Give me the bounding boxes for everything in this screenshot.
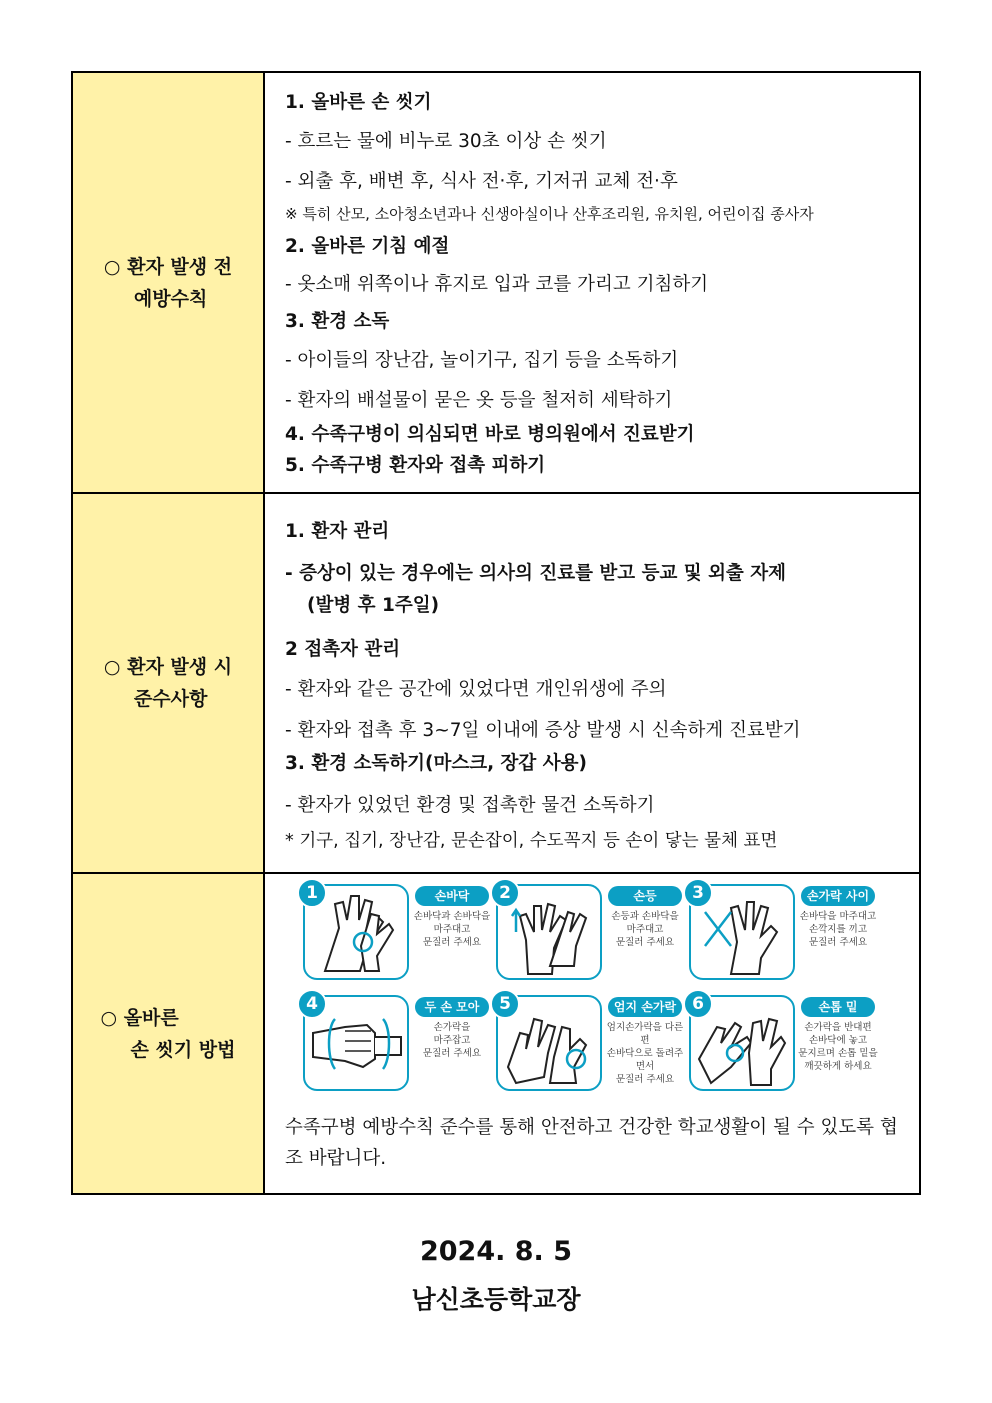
handwash-steps [303, 874, 911, 1090]
text-line: - 증상이 있는 경우에는 의사의 진료를 받고 등교 및 외출 자제 [285, 562, 786, 584]
step-desc: 손등과 손바닥을 마주대고 문질러 주세요 [611, 911, 679, 948]
step-number: 4 [297, 989, 327, 1019]
step-title: 손등 [608, 886, 682, 906]
text-line: - 환자와 접촉 후 3~7일 이내에 증상 발생 시 신속하게 진료받기 [285, 719, 801, 741]
step-desc: 손바닥과 손바닥을 마주대고 문질러 주세요 [413, 911, 491, 948]
step-desc: 손가락을 반대편 손바닥에 놓고 문지르며 손톱 밑을 깨끗하게 하세요 [798, 1022, 878, 1072]
step-number: 3 [683, 878, 713, 908]
handwash-step-1 [303, 884, 493, 979]
closing-message: 수족구병 예방수칙 준수를 통해 안전하고 건강한 학교생활이 될 수 있도록 협조 바랍니다. [285, 1117, 898, 1169]
label-during-line2: 준수사항 [133, 688, 208, 710]
handwash-step-2 [496, 884, 686, 979]
content-handwash [264, 873, 920, 1194]
step-title: 두 손 모아 [415, 997, 489, 1017]
content-during [264, 493, 920, 873]
text-line: * 기구, 집기, 장난감, 문손잡이, 수도꼭지 등 손이 닿는 물체 표면 [285, 830, 778, 851]
label-during-line1: ○ 환자 발생 시 [103, 656, 233, 678]
row-handwash [72, 873, 920, 1194]
label-before-line1: ○ 환자 발생 전 [103, 255, 233, 278]
label-handwash-line1: ○ 올바른 [100, 1006, 179, 1029]
guidance-table [71, 71, 921, 1195]
handwash-step-5 [496, 995, 686, 1090]
text-line: 5. 수족구병 환자와 접촉 피하기 [285, 454, 546, 476]
text-line: 1. 환자 관리 [285, 520, 390, 542]
handwash-step-6 [689, 995, 879, 1090]
text-line: 2. 올바른 기침 예절 [285, 235, 450, 257]
text-line: - 아이들의 장난감, 놀이기구, 집기 등을 소독하기 [285, 349, 679, 371]
text-line: - 환자가 있었던 환경 및 접촉한 물건 소독하기 [285, 794, 655, 816]
text-line: 3. 환경 소독 [285, 310, 390, 332]
note-line: ※ 특히 산모, 소아청소년과나 신생아실이나 산후조리원, 유치원, 어린이집 종사자 [285, 204, 814, 223]
text-line: 4. 수족구병이 의심되면 바로 병의원에서 진료받기 [285, 423, 695, 445]
text-line: - 외출 후, 배변 후, 식사 전·후, 기저귀 교체 전·후 [285, 170, 678, 192]
content-before [264, 72, 920, 493]
step-title: 손가락 사이 [801, 886, 875, 906]
handwash-step-4 [303, 995, 493, 1090]
issuer-name: 남신초등학교장 [411, 1285, 581, 1314]
text-line: - 환자의 배설물이 묻은 옷 등을 철저히 세탁하기 [285, 389, 673, 411]
step-number: 1 [297, 878, 327, 908]
text-line: 2 접촉자 관리 [285, 638, 401, 660]
text-line: - 흐르는 물에 비누로 30초 이상 손 씻기 [285, 130, 607, 152]
row-during-outbreak [72, 493, 920, 873]
step-number: 2 [490, 878, 520, 908]
label-handwash-line2: 손 씻기 방법 [130, 1038, 236, 1061]
text-line: 3. 환경 소독하기(마스크, 장갑 사용) [285, 752, 587, 774]
issue-date: 2024. 8. 5 [419, 1236, 573, 1267]
text-line: 1. 올바른 손 씻기 [285, 91, 432, 113]
step-number: 6 [683, 989, 713, 1019]
label-before-line2: 예방수칙 [133, 287, 208, 310]
row-before-outbreak [72, 72, 920, 493]
label-cell-during [72, 493, 264, 873]
label-cell-handwash [72, 873, 264, 1194]
text-line: - 옷소매 위쪽이나 휴지로 입과 코를 가리고 기침하기 [285, 273, 709, 295]
step-title: 엄지 손가락 [608, 997, 682, 1017]
label-cell-before [72, 72, 264, 493]
step-desc: 엄지손가락을 다른 편 손바닥으로 돌려주면서 문질러 주세요 [606, 1022, 684, 1085]
step-title: 손바닥 [415, 886, 489, 906]
step-desc: 손바닥을 마주대고 손깍지를 끼고 문질러 주세요 [799, 911, 877, 948]
step-desc: 손가락을 마주잡고 문질러 주세요 [422, 1022, 482, 1059]
text-line: (발병 후 1주일) [307, 594, 440, 616]
step-number: 5 [490, 989, 520, 1019]
text-line: - 환자와 같은 공간에 있었다면 개인위생에 주의 [285, 678, 667, 700]
step-title: 손톱 밑 [801, 997, 875, 1017]
handwash-step-3 [689, 884, 879, 979]
